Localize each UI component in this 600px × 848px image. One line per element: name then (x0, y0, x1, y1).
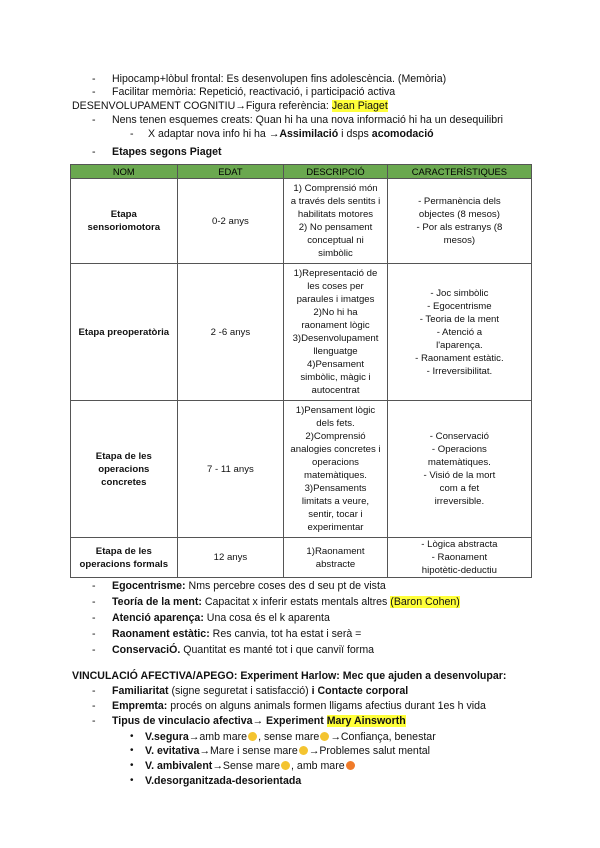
def-term: Teoría de la ment: (112, 596, 202, 608)
cell-line: operacions (312, 457, 359, 468)
def-text: Una cosa és el k aparenta (203, 612, 330, 624)
cell-line: experimentar (307, 522, 364, 533)
table-header-row (71, 165, 532, 179)
definition-line (112, 596, 460, 609)
text: (signe seguretat i satisfacció) (168, 685, 312, 697)
note-line (112, 685, 408, 698)
cell-edat: 2 -6 anys (177, 264, 284, 401)
cell-line: a través dels sentits i (290, 196, 381, 207)
note-line (112, 146, 222, 159)
cell-line: - Permanència dels (418, 196, 501, 207)
bullet-dash: - (92, 596, 96, 608)
cell-caracteristiques (387, 538, 531, 578)
piaget-stages-table (70, 164, 532, 578)
cell-line: habilitats motores (297, 209, 374, 220)
header-descripcio: DESCRIPCIÓ (284, 165, 388, 179)
cell-descripcio (284, 538, 388, 578)
cell-line: 1)Raonament (306, 545, 365, 557)
cell-line: 4)Pensament (306, 359, 365, 370)
section-heading-cognitiu (72, 100, 388, 113)
cell-line: - Lògica abstracta (421, 539, 498, 550)
attachment-type-line (145, 731, 436, 744)
bullet-dot: • (130, 760, 134, 771)
bullet-dash: - (92, 644, 96, 656)
crying-emoji-icon (281, 761, 290, 770)
term-evitativa: V. evitativa (145, 745, 200, 757)
cell-edat: 7 - 11 anys (177, 401, 284, 538)
cell-nom (71, 264, 178, 401)
cell-line: objectes (8 mesos) (418, 209, 500, 220)
bullet-dot: • (130, 731, 134, 742)
cell-line: sentir, tocar i (308, 509, 363, 520)
note-line (148, 128, 434, 141)
cell-line: l'aparença. (436, 339, 483, 351)
text: →amb mare (188, 731, 248, 743)
text: , amb mare (291, 760, 345, 772)
cell-line: 3)Desenvolupament (292, 333, 379, 344)
def-text: Capacitat x inferir estats mentals altres (201, 596, 391, 608)
term-empremta: Empremta: (112, 700, 168, 712)
cell-line: autocentrat (311, 385, 360, 396)
bullet-dash: - (92, 73, 96, 85)
note-line: Facilitar memòria: Repetició, reactivació, i participació activa (112, 86, 396, 98)
def-term: ConservaciÓ. (112, 644, 181, 656)
text: →Confiança, benestar (330, 731, 436, 743)
cell-line: simbòlic (318, 248, 353, 259)
def-text: Quantitat es manté tot i que canviï forma (180, 644, 375, 656)
cell-line: Etapa de les (95, 450, 152, 462)
term-familiaritat: Familiaritat (112, 685, 169, 697)
neutral-emoji-icon (299, 746, 308, 755)
cell-line: simbòlic, màgic i (300, 372, 371, 383)
bullet-dash: - (92, 628, 96, 640)
cell-line: matemàtiques. (427, 457, 491, 468)
cell-line: 1)Representació de (293, 268, 378, 279)
cell-line: - Egocentrisme (427, 300, 492, 312)
cell-nom (71, 179, 178, 264)
term-desorganitzada: V.desorganitzada-desorientada (145, 775, 302, 787)
cell-line: Etapa (110, 209, 137, 220)
angry-emoji-icon (346, 761, 355, 770)
cell-edat: 0-2 anys (177, 179, 284, 264)
definition-line (112, 612, 330, 625)
bullet-dash: - (92, 612, 96, 624)
cell-line: matemàtiques. (304, 470, 367, 481)
bullet-dot: • (130, 745, 134, 756)
cell-caracteristiques (387, 179, 531, 264)
def-term: Raonament estàtic: (112, 628, 210, 640)
cell-line: conceptual ni (307, 235, 364, 246)
cell-caracteristiques (387, 264, 531, 401)
text: procés on alguns animals formen lligams afectius durant 1es h vida (167, 700, 486, 712)
cell-line: - Joc simbòlic (430, 287, 489, 299)
bullet-dash: - (92, 146, 96, 158)
cell-line: Etapa preoperatòria (78, 326, 170, 338)
text: i dsps (338, 128, 372, 140)
cell-line: llenguatge (313, 346, 358, 357)
attachment-type-line (145, 775, 301, 788)
note-line: Nens tenen esquemes creats: Quan hi ha una nova informació hi ha un desequilibri (112, 114, 504, 126)
heading-text: DESENVOLUPAMENT COGNITIU→Figura referència: (72, 100, 332, 112)
cell-line: analogies concretes i (290, 444, 381, 455)
cell-line: concretes (101, 476, 147, 488)
text: →Mare i sense mare (199, 745, 298, 757)
bullet-dash: - (92, 86, 96, 98)
definition-line (112, 628, 361, 641)
cell-line: 3)Pensaments (304, 483, 367, 494)
cell-line: mesos) (443, 235, 476, 246)
definition-line (112, 580, 386, 593)
cell-line: abstracte (315, 558, 356, 570)
cell-descripcio (284, 179, 388, 264)
cell-line: - Teoria de la ment (419, 313, 500, 325)
term-assimilacio: Assimilació (279, 128, 339, 140)
cell-line: irreversible. (434, 496, 485, 507)
text: X adaptar nova info hi ha → (148, 128, 280, 140)
smile-emoji-icon (248, 732, 257, 741)
cell-line: limitats a veure, (301, 496, 370, 507)
cell-line: - Irreversibilitat. (426, 365, 493, 377)
term-acomodacio: acomodació (371, 128, 434, 140)
cell-line: com a fet (439, 483, 480, 494)
highlight-baron-cohen: (Baron Cohen) (390, 596, 460, 608)
term-contacte: i Contacte corporal (311, 685, 409, 697)
cell-line: les coses per (307, 281, 364, 292)
note-line: Hipocamp+lòbul frontal: Es desenvolupen fins adolescència. (Memòria) (112, 73, 447, 85)
table-row (71, 401, 532, 538)
highlight-piaget: Jean Piaget (331, 100, 388, 112)
bullet-dash: - (130, 128, 134, 140)
cell-line: - Conservació (429, 431, 489, 442)
cell-edat: 12 anys (177, 538, 284, 578)
cell-line: 2)No hi ha (313, 307, 358, 318)
etapes-title: Etapes segons Piaget (112, 146, 222, 158)
header-caracteristiques: CARACTERÍSTIQUES (387, 165, 531, 179)
bullet-dash: - (92, 685, 96, 697)
cell-line: - Raonament estàtic. (415, 352, 504, 364)
section-heading-apego (72, 670, 506, 683)
cell-nom (71, 538, 178, 578)
cell-line: 1)Pensament lògic (295, 405, 376, 416)
term-ambivalent: V. ambivalent (145, 760, 213, 772)
bullet-dash: - (92, 700, 96, 712)
highlight-ainsworth: Mary Ainsworth (326, 715, 406, 727)
cell-nom (71, 401, 178, 538)
bullet-dash: - (92, 715, 96, 727)
term-segura: V.segura (145, 731, 189, 743)
cell-line: dels fets. (316, 418, 355, 429)
text: , sense mare (258, 731, 320, 743)
def-term: Atenció aparença: (112, 612, 204, 624)
cell-line: Etapa de les (95, 545, 152, 557)
table-row (71, 538, 532, 578)
def-term: Egocentrisme: (112, 580, 186, 592)
def-text: Nms percebre coses des d seu pt de vista (185, 580, 386, 592)
attachment-type-line (145, 760, 356, 773)
header-edat: EDAT (177, 165, 284, 179)
cell-line: - Atenció a (436, 326, 483, 338)
cell-line: hipotètic-deductiu (421, 565, 497, 576)
cell-line: - Por als estranys (8 (416, 222, 503, 233)
cell-line: paraules i imatges (296, 294, 375, 305)
table-row (71, 264, 532, 401)
cell-line: 2)Comprensió (305, 431, 366, 442)
bullet-dash: - (92, 580, 96, 592)
cell-line: - Operacions (431, 444, 487, 455)
cell-line: raonament lògic (301, 320, 370, 331)
cell-line: 2) No pensament (298, 222, 373, 233)
cell-line: sensoriomotora (87, 222, 161, 233)
cell-line: 1) Comprensió món (293, 183, 378, 194)
definition-line (112, 644, 374, 657)
table-row (71, 179, 532, 264)
attachment-type-line (145, 745, 430, 758)
apego-title: VINCULACIÓ AFECTIVA/APEGO: Experiment Harlow: Mec que ajuden a desenvolupar: (72, 670, 507, 682)
header-nom: NOM (71, 165, 178, 179)
cell-line: operacions formals (79, 558, 169, 570)
cell-line: - Raonament (431, 552, 488, 563)
cell-line: - Visió de la mort (423, 470, 496, 481)
cell-descripcio (284, 264, 388, 401)
text: →Sense mare (212, 760, 281, 772)
text: →Problemes salut mental (308, 745, 431, 757)
crying-emoji-icon (320, 732, 329, 741)
cell-line: operacions (98, 463, 150, 475)
term-tipus: Tipus de vinculacio afectiva→ Experiment (112, 715, 327, 727)
cell-descripcio (284, 401, 388, 538)
def-text: Res canvia, tot ha estat i serà = (209, 628, 362, 640)
note-line (112, 700, 486, 713)
bullet-dot: • (130, 775, 134, 786)
bullet-dash: - (92, 114, 96, 126)
cell-caracteristiques (387, 401, 531, 538)
note-line (112, 715, 406, 728)
